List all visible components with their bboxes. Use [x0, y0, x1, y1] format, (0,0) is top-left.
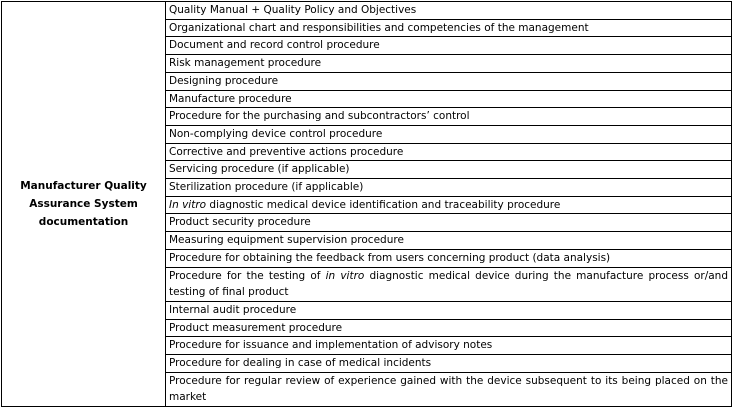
document-item: Corrective and preventive actions procedure [166, 143, 732, 161]
document-item: Quality Manual + Quality Policy and Objectives [166, 2, 732, 20]
document-item [166, 267, 732, 301]
document-item: Sterilization procedure (if applicable) [166, 179, 732, 197]
document-item: Non-complying device control procedure [166, 125, 732, 143]
category-label: Manufacturer Quality Assurance System documentation [2, 2, 166, 407]
document-item: Servicing procedure (if applicable) [166, 161, 732, 179]
document-item: Manufacture procedure [166, 90, 732, 108]
documentation-table [1, 1, 732, 407]
italic-term: in vitro [325, 269, 365, 282]
table-body [2, 2, 732, 407]
document-item: Procedure for regular review of experience gained with the device subsequent to its being placed on the market [166, 372, 732, 406]
document-item: Designing procedure [166, 72, 732, 90]
document-item: Organizational chart and responsibilities and competencies of the management [166, 19, 732, 37]
document-item: Product security procedure [166, 214, 732, 232]
table-row [2, 2, 732, 20]
item-text: diagnostic medical device identification and traceability procedure [206, 198, 561, 211]
italic-term: In vitro [169, 198, 207, 211]
document-item: Measuring equipment supervision procedure [166, 232, 732, 250]
document-item: Procedure for obtaining the feedback from users concerning product (data analysis) [166, 249, 732, 267]
document-item: Document and record control procedure [166, 37, 732, 55]
document-item: Risk management procedure [166, 55, 732, 73]
item-text: Procedure for the testing of [169, 269, 326, 282]
document-item: Procedure for the purchasing and subcontractors’ control [166, 108, 732, 126]
document-item: Procedure for issuance and implementation of advisory notes [166, 337, 732, 355]
document-item: Product measurement procedure [166, 319, 732, 337]
document-item: Procedure for dealing in case of medical incidents [166, 355, 732, 373]
document-item: Internal audit procedure [166, 301, 732, 319]
document-item [166, 196, 732, 214]
item-text: diagnostic medical device during the manufacture process or/and testing of final product [169, 269, 728, 299]
